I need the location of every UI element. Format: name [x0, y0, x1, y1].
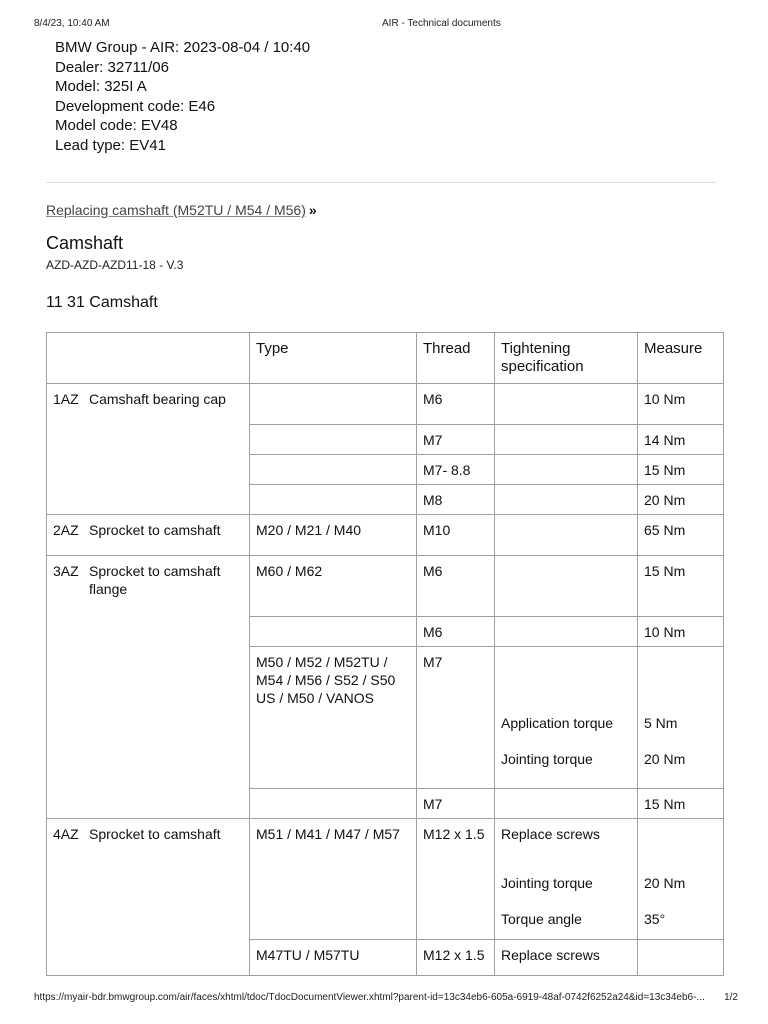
- breadcrumb: [46, 202, 317, 218]
- position-name: Sprocket to camshaft: [89, 522, 221, 538]
- spec-line: Torque angle: [501, 911, 582, 927]
- position-name: Sprocket to camshaft flange: [89, 563, 221, 597]
- type-cell: [250, 485, 417, 515]
- thread-cell: M8: [417, 485, 495, 515]
- measure-line: 35°: [644, 911, 666, 927]
- spec-cell: [495, 384, 638, 425]
- measure-cell: [638, 819, 724, 940]
- column-header-thread: Thread: [417, 333, 495, 384]
- thread-cell: M7: [417, 647, 495, 789]
- position-name: Sprocket to camshaft: [89, 826, 221, 842]
- position-cell: [47, 515, 250, 556]
- meta-line-source: BMW Group - AIR: 2023-08-04 / 10:40: [55, 39, 311, 56]
- type-cell: M60 / M62: [250, 556, 417, 617]
- page-title: Camshaft: [46, 233, 124, 253]
- measure-line: 5 Nm: [644, 715, 678, 731]
- divider: [46, 182, 716, 183]
- meta-model-code: Model code: EV48: [55, 117, 178, 134]
- spec-cell: [495, 515, 638, 556]
- column-header-spec: Tightening specification: [495, 333, 638, 384]
- position-code: 1AZ: [53, 391, 79, 407]
- document-meta: [55, 38, 310, 155]
- thread-cell: M7- 8.8: [417, 455, 495, 485]
- position-cell: [47, 819, 250, 976]
- position-code: 2AZ: [53, 522, 79, 538]
- thread-cell: M7: [417, 789, 495, 819]
- type-cell: [250, 425, 417, 455]
- column-header-name: [47, 333, 250, 384]
- spec-line: Jointing torque: [501, 751, 593, 767]
- spec-cell: [495, 455, 638, 485]
- document-code: AZD-AZD-AZD11-18 - V.3: [46, 258, 184, 272]
- position-cell: [47, 556, 250, 819]
- type-cell: M50 / M52 / M52TU / M54 / M56 / S52 / S50 US / M50 / VANOS: [250, 647, 417, 789]
- thread-cell: M10: [417, 515, 495, 556]
- meta-development-code: Development code: E46: [55, 97, 216, 115]
- measure-line: 20 Nm: [644, 751, 686, 767]
- meta-model: Model: 325I A: [55, 78, 147, 95]
- spec-cell: [495, 819, 638, 940]
- measure-cell: 15 Nm: [638, 789, 724, 819]
- tightening-table: [46, 332, 724, 976]
- measure-cell: 15 Nm: [638, 455, 724, 485]
- thread-cell: M6: [417, 384, 495, 425]
- table-row: [47, 556, 724, 617]
- type-cell: [250, 789, 417, 819]
- measure-cell: [638, 940, 724, 976]
- spec-cell: [495, 556, 638, 617]
- spec-line: Replace screws: [501, 826, 600, 842]
- page-number: 1/2: [724, 992, 738, 1003]
- type-cell: [250, 384, 417, 425]
- print-footer: [34, 992, 738, 1006]
- meta-lead-type: Lead type: EV41: [55, 136, 166, 154]
- position-name: Camshaft bearing cap: [89, 391, 226, 407]
- chevron-right-icon: »: [308, 202, 317, 218]
- print-title: AIR - Technical documents: [382, 18, 501, 29]
- table-row: [47, 515, 724, 556]
- measure-line: 20 Nm: [644, 875, 686, 891]
- spec-cell: [495, 485, 638, 515]
- position-cell: [47, 384, 250, 515]
- measure-cell: 20 Nm: [638, 485, 724, 515]
- spec-cell: [495, 425, 638, 455]
- measure-cell: 15 Nm: [638, 556, 724, 617]
- spec-cell: [495, 617, 638, 647]
- spec-cell: [495, 789, 638, 819]
- spec-line: Jointing torque: [501, 875, 593, 891]
- print-date: 8/4/23, 10:40 AM: [34, 18, 110, 29]
- type-cell: M47TU / M57TU: [250, 940, 417, 976]
- spec-cell: [495, 647, 638, 789]
- measure-cell: 10 Nm: [638, 384, 724, 425]
- measure-cell: 10 Nm: [638, 617, 724, 647]
- thread-cell: M12 x 1.5: [417, 819, 495, 940]
- column-header-measure: Measure: [638, 333, 724, 384]
- breadcrumb-link[interactable]: Replacing camshaft (M52TU / M54 / M56): [46, 202, 306, 218]
- section-title: 11 31 Camshaft: [46, 294, 158, 311]
- measure-cell: 65 Nm: [638, 515, 724, 556]
- thread-cell: M12 x 1.5: [417, 940, 495, 976]
- measure-cell: [638, 647, 724, 789]
- position-code: 4AZ: [53, 826, 79, 842]
- thread-cell: M6: [417, 556, 495, 617]
- print-url: https://myair-bdr.bmwgroup.com/air/faces/xhtml/tdoc/TdocDocumentViewer.xhtml?parent-id=13c34eb6-605a-6919-48af-0742f6252a24&id=13c34eb6-...: [34, 992, 705, 1003]
- meta-dealer: Dealer: 32711/06: [55, 58, 169, 76]
- measure-cell: 14 Nm: [638, 425, 724, 455]
- thread-cell: M7: [417, 425, 495, 455]
- table-row: [47, 819, 724, 940]
- type-cell: M51 / M41 / M47 / M57: [250, 819, 417, 940]
- column-header-type: Type: [250, 333, 417, 384]
- print-header: [34, 18, 738, 32]
- type-cell: [250, 455, 417, 485]
- spec-cell: Replace screws: [495, 940, 638, 976]
- table-row: [47, 384, 724, 425]
- position-code: 3AZ: [53, 563, 79, 579]
- thread-cell: M6: [417, 617, 495, 647]
- spec-line: Application torque: [501, 715, 614, 731]
- type-cell: [250, 617, 417, 647]
- table-header-row: [47, 333, 724, 384]
- type-cell: M20 / M21 / M40: [250, 515, 417, 556]
